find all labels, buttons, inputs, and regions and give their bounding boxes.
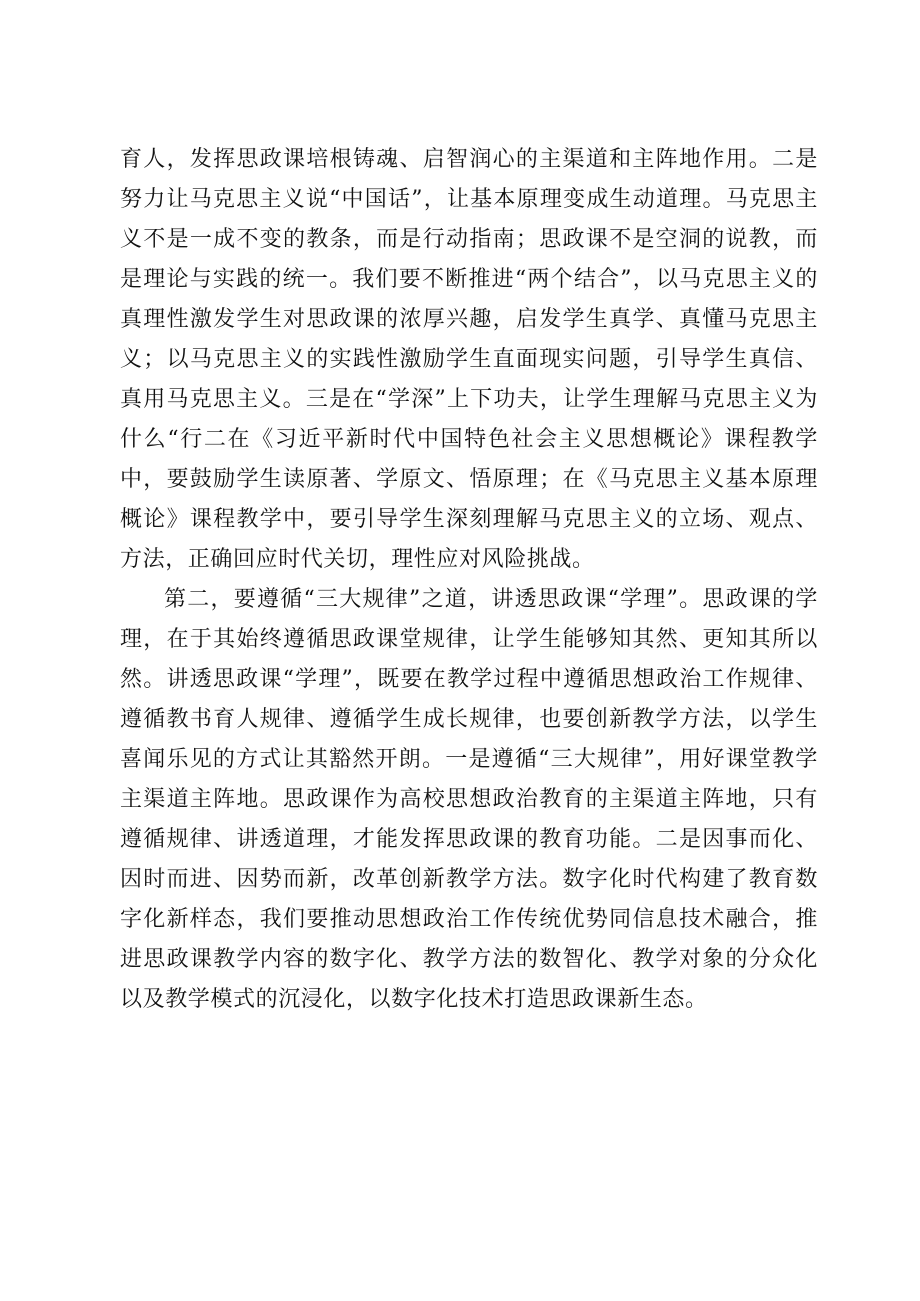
body-paragraph-2: 第二，要遵循“三大规律”之道，讲透思政课“学理”。思政课的学理，在于其始终遵循思政课堂规律，让学生能够知其然、更知其所以然。讲透思政课“学理”，既要在教学过程中遵循思想政治工作规律、遵循教书育人规律、遵循学生成长规律，也要创新教学方法，以学生喜闻乐见的方式让其豁然开朗。一是遵循“三大规律”，用好课堂教学主渠道主阵地。思政课作为高校思想政治教育的主渠道主阵地，只有遵循规律、讲透道理，才能发挥思政课的教育功能。二是因事而化、因时而进、因势而新，改革创新教学方法。数字化时代构建了教育数字化新样态，我们要推动思想政治工作传统优势同信息技术融合，推进思政课教学内容的数字化、教学方法的数智化、教学对象的分众化以及教学模式的沉浸化，以数字化技术打造思政课新生态。	[120, 587, 818, 1012]
document-page	[120, 140, 818, 1020]
body-paragraph-1: 育人，发挥思政课培根铸魂、启智润心的主渠道和主阵地作用。二是努力让马克思主义说“中国话”，让基本原理变成生动道理。马克思主义不是一成不变的教条，而是行动指南；思政课不是空洞的说教，而是理论与实践的统一。我们要不断推进“两个结合”，以马克思主义的真理性激发学生对思政课的浓厚兴趣，启发学生真学、真懂马克思主义；以马克思主义的实践性激励学生直面现实问题，引导学生真信、真用马克思主义。三是在“学深”上下功夫，让学生理解马克思主义为什么“行二在《习近平新时代中国特色社会主义思想概论》课程教学中，要鼓励学生读原著、学原文、悟原理；在《马克思主义基本原理概论》课程教学中，要引导学生深刻理解马克思主义的立场、观点、方法，正确回应时代关切，理性应对风险挑战。	[120, 147, 818, 572]
